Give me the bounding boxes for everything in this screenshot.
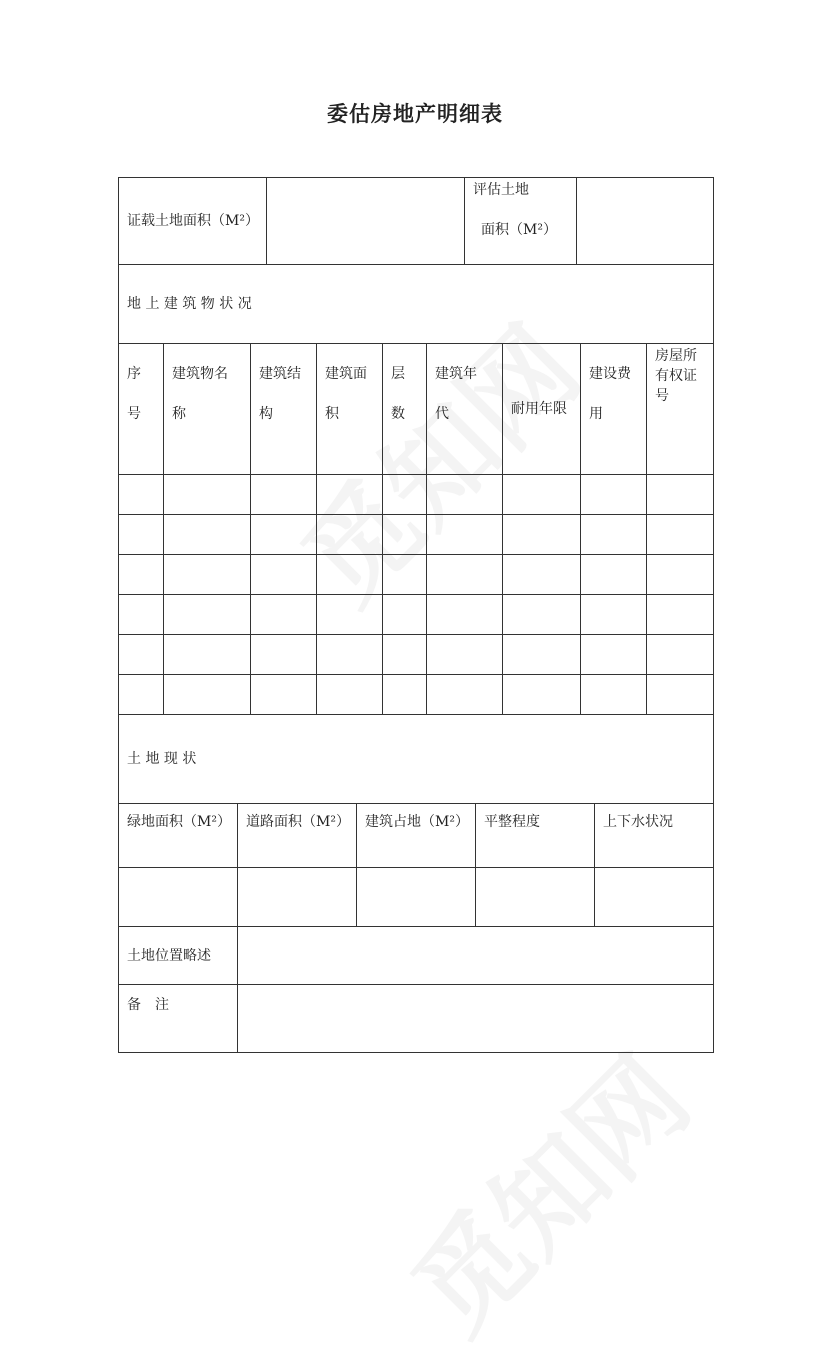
building-header-text: 建设费: [589, 366, 631, 382]
building-header-text: 房屋所: [655, 348, 697, 364]
land-header-cell: 道路面积（M²）: [238, 804, 357, 868]
building-header-text: 号: [655, 388, 669, 404]
building-header-cell: [647, 344, 714, 475]
building-cell[interactable]: [383, 515, 427, 555]
building-cell[interactable]: [581, 515, 647, 555]
building-cell[interactable]: [647, 675, 714, 715]
building-cell[interactable]: [647, 475, 714, 515]
building-header-cell: [164, 344, 251, 475]
eval-land-area-label: 评估土地 面积（M²）: [465, 178, 577, 265]
building-cell[interactable]: [503, 515, 581, 555]
building-cell[interactable]: [119, 675, 164, 715]
building-header-text: 建筑年: [435, 366, 477, 382]
building-row: [119, 635, 714, 675]
land-value-cell[interactable]: [357, 868, 476, 927]
building-cell[interactable]: [119, 635, 164, 675]
building-row: [119, 675, 714, 715]
building-cell[interactable]: [317, 515, 383, 555]
building-header-cell: [503, 344, 581, 475]
building-cell[interactable]: [164, 635, 251, 675]
building-cell[interactable]: [164, 595, 251, 635]
building-table: [118, 264, 714, 715]
land-header-cell: 平整程度: [476, 804, 595, 868]
building-cell[interactable]: [581, 635, 647, 675]
building-cell[interactable]: [581, 555, 647, 595]
page-title: 委估房地产明细表: [327, 102, 503, 126]
building-cell[interactable]: [317, 675, 383, 715]
building-cell[interactable]: [251, 515, 317, 555]
eval-land-area-field[interactable]: [577, 178, 714, 265]
building-header-cell: [581, 344, 647, 475]
building-cell[interactable]: [119, 515, 164, 555]
building-cell[interactable]: [119, 595, 164, 635]
building-cell[interactable]: [251, 595, 317, 635]
building-header-text: 建筑面: [325, 366, 367, 382]
watermark-bottom: [372, 1016, 717, 1361]
building-cell[interactable]: [503, 555, 581, 595]
building-header-text: 积: [325, 406, 339, 422]
cert-land-area-field[interactable]: [267, 178, 465, 265]
note-field[interactable]: [238, 985, 714, 1053]
summary-table: [118, 177, 714, 265]
building-header-text: 代: [435, 406, 449, 422]
building-header-text: 称: [172, 406, 186, 422]
building-header-cell: [317, 344, 383, 475]
building-cell[interactable]: [427, 515, 503, 555]
building-header-text: 号: [127, 406, 141, 422]
building-cell[interactable]: [383, 675, 427, 715]
building-cell[interactable]: [251, 675, 317, 715]
building-cell[interactable]: [317, 635, 383, 675]
building-header-text: 层: [391, 366, 405, 382]
building-cell[interactable]: [581, 675, 647, 715]
land-table: [118, 714, 714, 1053]
land-location-field[interactable]: [238, 927, 714, 985]
land-value-cell[interactable]: [595, 868, 714, 927]
building-cell[interactable]: [119, 555, 164, 595]
building-header-cell: [119, 344, 164, 475]
building-cell[interactable]: [317, 475, 383, 515]
building-cell[interactable]: [427, 635, 503, 675]
building-cell[interactable]: [383, 595, 427, 635]
building-row: [119, 515, 714, 555]
land-value-cell[interactable]: [476, 868, 595, 927]
land-value-cell[interactable]: [119, 868, 238, 927]
building-cell[interactable]: [317, 555, 383, 595]
building-header-text: 用: [589, 406, 603, 422]
building-row: [119, 595, 714, 635]
land-section-title: 土 地 现 状: [119, 715, 714, 804]
building-cell[interactable]: [251, 555, 317, 595]
land-location-label: 土地位置略述: [119, 927, 238, 985]
building-cell[interactable]: [503, 475, 581, 515]
building-cell[interactable]: [647, 555, 714, 595]
building-cell[interactable]: [427, 675, 503, 715]
building-header-text: 数: [391, 406, 405, 422]
building-cell[interactable]: [427, 595, 503, 635]
building-header-text: 序: [127, 366, 141, 382]
building-cell[interactable]: [164, 475, 251, 515]
building-cell[interactable]: [164, 555, 251, 595]
building-header-text: 有权证: [655, 368, 697, 384]
building-cell[interactable]: [251, 635, 317, 675]
building-cell[interactable]: [119, 475, 164, 515]
land-header-cell: 绿地面积（M²）: [119, 804, 238, 868]
detail-form: [118, 177, 713, 1053]
building-cell[interactable]: [647, 515, 714, 555]
building-cell[interactable]: [503, 675, 581, 715]
building-cell[interactable]: [647, 595, 714, 635]
building-cell[interactable]: [503, 635, 581, 675]
land-header-cell: 建筑占地（M²）: [357, 804, 476, 868]
building-row: [119, 475, 714, 515]
building-header-text: 建筑物名: [172, 366, 228, 382]
building-cell[interactable]: [317, 595, 383, 635]
note-label: 备 注: [119, 985, 238, 1053]
building-cell[interactable]: [251, 475, 317, 515]
building-cell[interactable]: [647, 635, 714, 675]
building-cell[interactable]: [164, 675, 251, 715]
building-cell[interactable]: [427, 475, 503, 515]
building-section-title: 地 上 建 筑 物 状 况: [119, 265, 714, 344]
building-cell[interactable]: [164, 515, 251, 555]
building-cell[interactable]: [383, 475, 427, 515]
building-cell[interactable]: [581, 595, 647, 635]
land-value-cell[interactable]: [238, 868, 357, 927]
building-cell[interactable]: [383, 555, 427, 595]
building-header-cell: [427, 344, 503, 475]
building-row: [119, 555, 714, 595]
building-header-cell: [383, 344, 427, 475]
building-header-text: 构: [259, 406, 273, 422]
building-cell[interactable]: [503, 595, 581, 635]
land-header-cell: 上下水状况: [595, 804, 714, 868]
building-cell[interactable]: [581, 475, 647, 515]
building-cell[interactable]: [383, 635, 427, 675]
building-header-cell: [251, 344, 317, 475]
cert-land-area-label: 证载土地面积（M²）: [119, 178, 267, 265]
building-header-text: 耐用年限: [511, 401, 567, 417]
building-header-text: 建筑结: [259, 366, 301, 382]
building-cell[interactable]: [427, 555, 503, 595]
